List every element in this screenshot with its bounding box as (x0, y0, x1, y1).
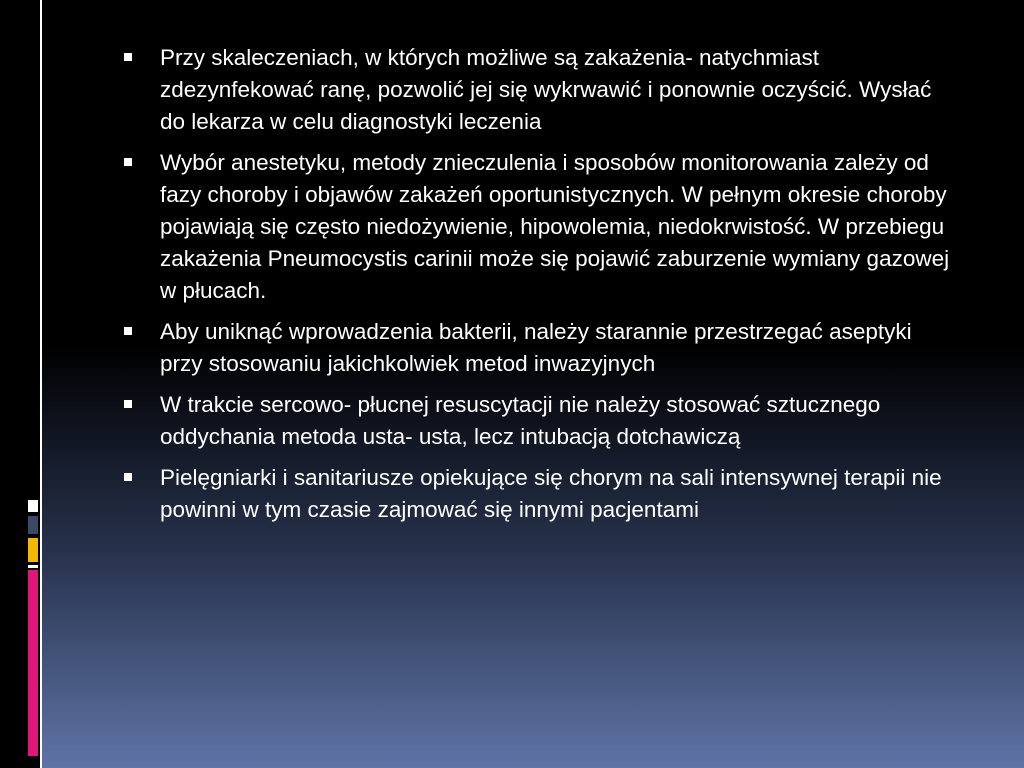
bullet-text: W trakcie sercowo- płucnej resuscytacji nie należy stosować sztucznego oddychania metoda usta- usta, lecz intubacją dotchawiczą (160, 392, 881, 449)
bullet-item (120, 316, 960, 380)
square-bullet-icon (124, 473, 132, 481)
bullet-text: Pielęgniarki i sanitariusze opiekujące się chorym na sali intensywnej terapii nie powinni w tym czasie zajmować się innymi pacjentami (160, 465, 942, 522)
square-bullet-icon (124, 400, 132, 408)
bullet-item (120, 462, 960, 526)
accent-bar-gray (28, 516, 38, 534)
bullet-text: Aby uniknąć wprowadzenia bakterii, należy starannie przestrzegać aseptyki przy stosowaniu jakichkolwiek metod inwazyjnych (160, 319, 912, 376)
bullet-item (120, 389, 960, 453)
bullet-list (120, 42, 960, 526)
left-edge-line (40, 0, 42, 768)
bullet-text: Przy skaleczeniach, w których możliwe są zakażenia- natychmiast zdezynfekować ranę, pozwolić jej się wykrwawić i ponownie oczyścić. Wysłać do lekarza w celu diagnostyki leczenia (160, 45, 932, 134)
square-bullet-icon (124, 327, 132, 335)
bullet-item (120, 147, 960, 307)
accent-bar-white-thin (28, 565, 38, 568)
bullet-item (120, 42, 960, 138)
accent-bar-pink (28, 570, 38, 756)
bullet-text: Wybór anestetyku, metody znieczulenia i sposobów monitorowania zależy od fazy choroby i objawów zakażeń oportunistycznych. W pełnym okresie choroby pojawiają się często niedożywienie, hipowolemia, niedokrwistość. W przebiegu zakażenia Pneumocystis carinii może się pojawić zaburzenie wymiany gazowej w płucach. (160, 150, 950, 303)
square-bullet-icon (124, 158, 132, 166)
slide-content (120, 42, 960, 535)
accent-bar-yellow (28, 538, 38, 562)
square-bullet-icon (124, 53, 132, 61)
accent-bar-white (28, 500, 38, 512)
